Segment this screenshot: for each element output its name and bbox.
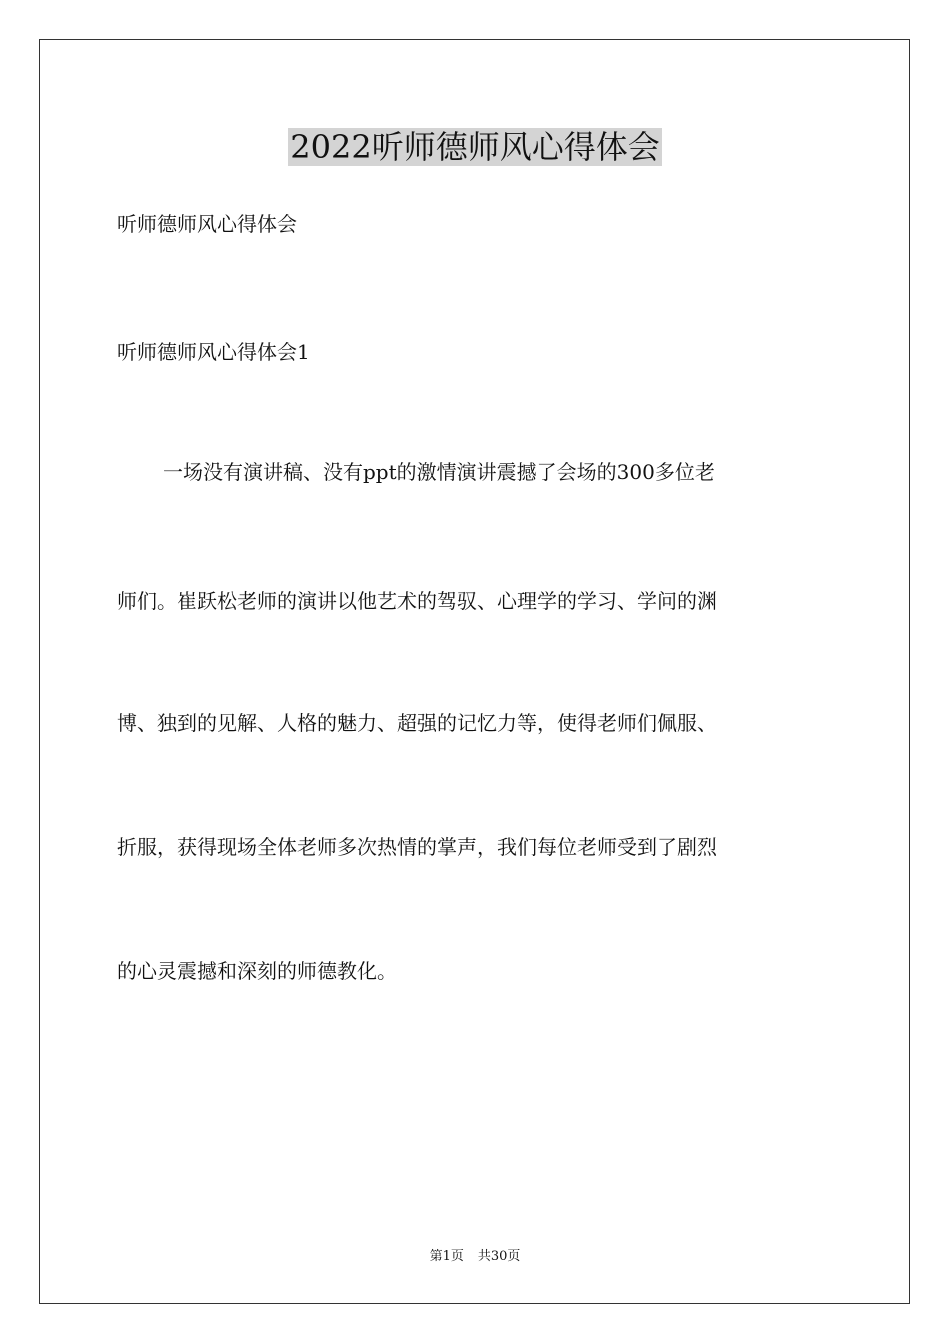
page-number-total: 共30页 <box>477 1249 521 1264</box>
paragraph-line-5: 的心灵震撼和深刻的师德教化。 <box>117 959 397 983</box>
document-title-text: 2022听师德师风心得体会 <box>290 128 660 166</box>
paragraph-line-3: 博、独到的见解、人格的魅力、超强的记忆力等，使得老师们佩服、 <box>117 711 717 735</box>
section-heading: 听师德师风心得体会1 <box>117 340 310 364</box>
paragraph-line-1: 一场没有演讲稿、没有ppt的激情演讲震撼了会场的300多位老 <box>163 460 715 484</box>
paragraph-line-2: 师们。崔跃松老师的演讲以他艺术的驾驭、心理学的学习、学问的渊 <box>117 589 717 613</box>
paragraph-line-4: 折服，获得现场全体老师多次热情的掌声，我们每位老师受到了剧烈 <box>117 835 717 859</box>
page-footer <box>0 1248 950 1266</box>
document-title <box>0 127 950 167</box>
document-subtitle: 听师德师风心得体会 <box>117 212 297 236</box>
page-number-current: 第1页 <box>429 1249 464 1264</box>
